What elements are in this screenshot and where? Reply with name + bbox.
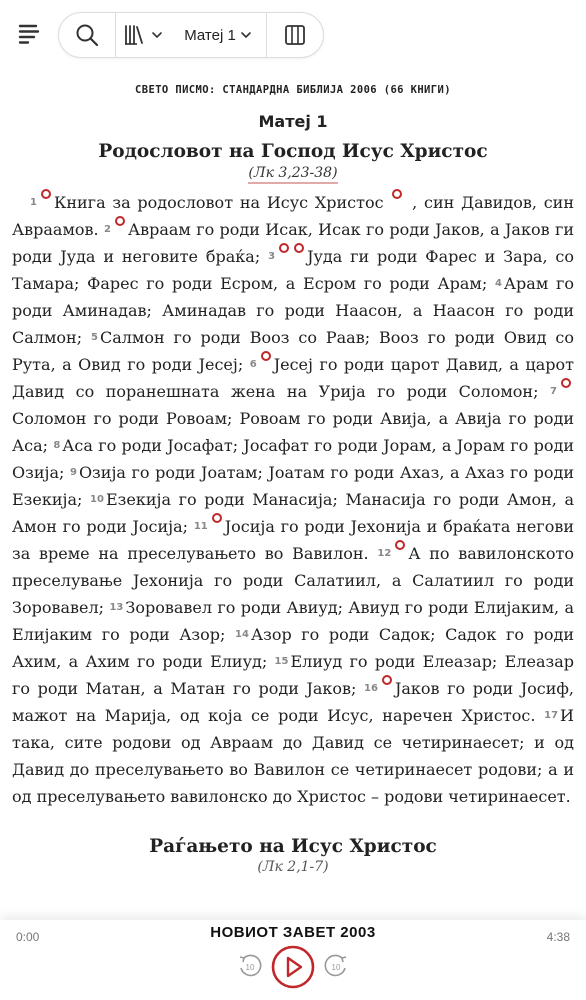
version-title: СВЕТО ПИСМО: СТАНДАРДНА БИБЛИЈА 2006 (66 КНИГИ) bbox=[135, 84, 451, 96]
total-time: 4:38 bbox=[546, 930, 570, 944]
verse-text: Озија го роди Јоатам; Јоатам го роди Ахаз, а Ахаз го роди Езекија; bbox=[12, 463, 574, 509]
verse-text: Елиуд го роди Елеазар; Елеазар го роди Матан, а Матан го роди Јаков; bbox=[12, 652, 574, 698]
verse-text: И така, сите родови од Авраам до Давид се четиринаесет; и од Давид до преселувањето во Вавилон се четиринаесет родови; а и од преселувањето вавилонско до Христос – родови четиринаесет. bbox=[12, 706, 574, 806]
verse-text: Јесеј го роди царот Давид, а царот Давид со поранешната жена на Урија го роди Соломон; bbox=[12, 355, 574, 401]
verse-text: Книга за родословот на Исус Христос bbox=[53, 193, 384, 212]
verse-text: Јосија го роди Јехонија и браќата негови за време на преселувањето во Вавилон. bbox=[12, 517, 574, 563]
verse-text: Салмон го роди Вооз со Раав; Вооз го роди Овид со Рута, а Овид го роди Јесеј; bbox=[12, 328, 574, 374]
footnote-marker-icon[interactable] bbox=[212, 513, 222, 523]
book-chapter-selector[interactable] bbox=[170, 13, 266, 57]
section-heading: Раѓањето на Исус Христос bbox=[149, 836, 437, 857]
verse-number: 11 bbox=[193, 521, 208, 532]
chapter-passage[interactable] bbox=[12, 189, 574, 810]
verse-text: Аса го роди Јосафат; Јосафат го роди Јорам, а Јорам го роди Озија; bbox=[12, 436, 574, 482]
verse-number: 9 bbox=[69, 467, 77, 478]
footnote-marker-icon[interactable] bbox=[395, 540, 405, 550]
rewind-icon bbox=[236, 952, 264, 980]
footnote-marker-icon[interactable] bbox=[279, 243, 289, 253]
verse-number: 3 bbox=[268, 251, 276, 262]
reader-toolbar bbox=[58, 12, 324, 58]
section-heading: Родословот на Господ Исус Христос bbox=[98, 141, 488, 162]
forward-10-button[interactable] bbox=[322, 952, 350, 980]
footnote-marker-icon[interactable] bbox=[115, 216, 125, 226]
cross-reference-link[interactable]: (Лк 3,23-38) bbox=[248, 165, 337, 184]
verse-number: 5 bbox=[90, 332, 98, 343]
verse-text: Јаков го роди Јосиф, мажот на Марија, од која се роди Исус, наречен Христос. bbox=[12, 679, 574, 725]
footnote-marker-icon[interactable] bbox=[561, 378, 571, 388]
search-button[interactable] bbox=[59, 13, 115, 57]
menu-button[interactable] bbox=[16, 22, 42, 48]
verse-number: 7 bbox=[550, 386, 557, 397]
play-button[interactable] bbox=[270, 944, 316, 990]
verse-text: Езекија го роди Манасија; Манасија го роди Амон, а Амон го роди Јосија; bbox=[12, 490, 574, 536]
cross-reference[interactable] bbox=[12, 165, 574, 181]
verse-number: 4 bbox=[494, 278, 502, 289]
verse-number: 14 bbox=[235, 629, 249, 640]
play-icon bbox=[270, 944, 316, 990]
audio-title: НОВИОТ ЗАВЕТ 2003 bbox=[210, 924, 376, 941]
footnote-marker-icon[interactable] bbox=[382, 675, 392, 685]
verse-number: 1 bbox=[30, 197, 37, 208]
verse-text: Арам го роди Аминадав; Аминадав го роди Наасон, а Наасон го роди Салмон; bbox=[12, 274, 574, 347]
verse-number: 16 bbox=[364, 683, 378, 694]
cross-reference[interactable]: (Лк 2,1-7) bbox=[257, 859, 329, 875]
book-chapter-label: Матеј 1 bbox=[184, 26, 236, 44]
verse-text: Соломон го роди Ровоам; Ровоам го роди Авија, а Авија го роди Аса; bbox=[12, 409, 574, 455]
verse-text: Азор го роди Садок; Садок го роди Ахим, а Ахим го роди Елиуд; bbox=[12, 625, 575, 671]
footnote-marker-icon[interactable] bbox=[294, 243, 304, 253]
verse-text: Јуда ги роди Фарес и Зара, со Тамара; Фарес го роди Есром, а Есром го роди Арам; bbox=[12, 247, 575, 293]
verse-text: А по вавилонското преселување Јехонија го роди Салатиил, а Салатиил го роди Зоровавел; bbox=[12, 544, 574, 617]
verse-text: Авраам го роди Исак, Исак го роди Јаков, а Јаков ги роди Јуда и неговите браќа; bbox=[12, 220, 574, 266]
verse-number: 17 bbox=[544, 710, 559, 721]
menu-icon bbox=[16, 22, 42, 48]
verse-number: 15 bbox=[274, 656, 289, 667]
version-selector-button[interactable] bbox=[116, 13, 170, 57]
verse-number: 12 bbox=[377, 548, 392, 559]
footnote-marker-icon[interactable] bbox=[392, 189, 402, 199]
reader-content bbox=[12, 84, 574, 875]
current-time: 0:00 bbox=[16, 930, 40, 944]
verse-text: Зоровавел го роди Авиуд; Авиуд го роди Елијаким, а Елијаким го роди Азор; bbox=[12, 598, 575, 644]
footnote-marker-icon[interactable] bbox=[261, 351, 271, 361]
verse-text: , син Давидов, син Авраамов. bbox=[12, 193, 574, 239]
chevron-down-icon bbox=[240, 29, 252, 41]
rewind-label: 10 bbox=[245, 963, 255, 972]
footnote-marker-icon[interactable] bbox=[41, 189, 51, 199]
verse-number: 10 bbox=[90, 494, 104, 505]
chevron-down-icon bbox=[151, 29, 163, 41]
library-icon bbox=[123, 23, 149, 47]
rewind-10-button[interactable] bbox=[236, 952, 264, 980]
forward-icon bbox=[322, 952, 350, 980]
parallel-columns-icon bbox=[284, 24, 306, 46]
parallel-view-button[interactable] bbox=[267, 13, 323, 57]
verse-number: 13 bbox=[109, 602, 124, 613]
verse-number: 8 bbox=[53, 440, 61, 451]
verse-number: 2 bbox=[103, 224, 111, 235]
verse-number: 6 bbox=[249, 359, 257, 370]
forward-label: 10 bbox=[331, 963, 341, 972]
audio-player bbox=[0, 920, 586, 1000]
search-icon bbox=[75, 23, 99, 47]
chapter-title: Матеј 1 bbox=[258, 112, 328, 131]
